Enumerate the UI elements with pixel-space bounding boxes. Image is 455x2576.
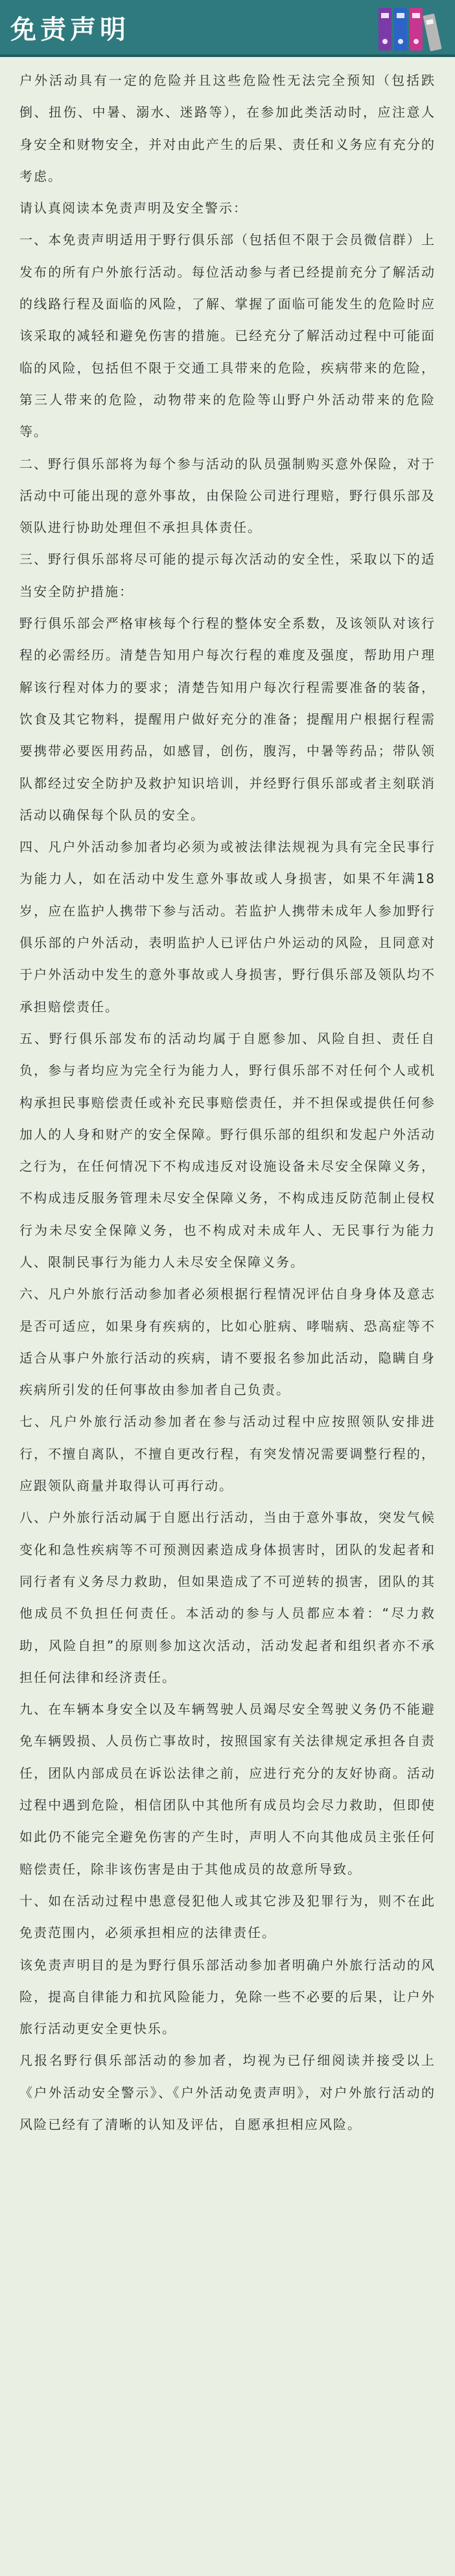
- clause-5: 五、野行俱乐部发布的活动均属于自愿参加、风险自担、责任自负，参与者均应为完全行为能力人，野行俱乐部不对任何个人或机构承担民事赔偿责任或补充民事赔偿责任，并不担保或提供任何参加人的人身和财产的安全保障。野行俱乐部的组织和发起户外活动之行为，在任何情况下不构成违反对设施设备未尽安全保障义务，不构成违反服务管理未尽安全保障义务，不构成违反防范制止侵权行为未尽安全保障义务，也不构成对未成年人、无民事行为能力人、限制民事行为能力人未尽安全保障义务。: [19, 1030, 436, 1270]
- clause-3: 三、野行俱乐部将尽可能的提示每次活动的安全性，采取以下的适当安全防护措施：: [19, 551, 436, 599]
- intro-paragraph: 户外活动具有一定的危险并且这些危险性无法完全预知（包括跌倒、扭伤、中暑、溺水、迷路等），在参加此类活动时，应注意人身安全和财物安全，并对由此产生的后果、责任和义务应有充分的考虑。: [19, 73, 436, 184]
- read-notice: 请认真阅读本免责声明及安全警示：: [19, 200, 248, 216]
- clause-4: 四、凡户外活动参加者均必须为或被法律法规视为具有完全民事行为能力人，如在活动中发生意外事故或人身损害，如果不年满18岁，应在监护人携带下参与活动。若监护人携带未成年人参加野行俱乐部的户外活动，表明监护人已评估户外运动的风险，且同意对于户外活动中发生的意外事故或人身损害，野行俱乐部及领队均不承担赔偿责任。: [19, 839, 436, 1015]
- page-title: 免责声明: [10, 14, 130, 45]
- clause-2: 二、野行俱乐部将为每个参与活动的队员强制购买意外保险，对于活动中可能出现的意外事故，由保险公司进行理赔，野行俱乐部及领队进行协助处理但不承担具体责任。: [19, 455, 436, 536]
- clause-8: 八、户外旅行活动属于自愿出行活动，当由于意外事故，突发气候变化和急性疾病等不可预测因素造成身体损害时，团队的发起者和同行者有义务尽力救助，但如果造成了不可逆转的损害，团队的其他成员不负担任何责任。本活动的参与人员都应本着：“尽力救助，风险自担”的原则参加这次活动，活动发起者和组织者亦不承担任何法律和经济责任。: [19, 1510, 436, 1685]
- binders-icon: [375, 3, 446, 53]
- clause-9: 九、在车辆本身安全以及车辆驾驶人员竭尽安全驾驶义务仍不能避免车辆毁损、人员伤亡事故时，按照国家有关法律规定承担各自责任，团队内部成员在诉讼法律之前，应进行充分的友好协商。活动过程中遇到危险，相信团队中其他所有成员均会尽力救助，但即使如此仍不能完全避免伤害的产生时，声明人不向其他成员主张任何赔偿责任，除非该伤害是由于其他成员的故意所导致。: [19, 1701, 436, 1877]
- clause-10: 十、如在活动过程中患意侵犯他人或其它涉及犯罪行为，则不在此免责范围内，必须承担相应的法律责任。: [19, 1892, 436, 1941]
- clause-3-detail: 野行俱乐部会严格审核每个行程的整体安全系数，及该领队对该行程的必需经历。清楚告知用户每次行程的难度及强度，帮助用户理解该行程对体力的要求；清楚告知用户每次行程需要准备的装备，饮食及其它物料，提醒用户做好充分的准备；提醒用户根据行程需要携带必要医用药品，如感冒，创伤，腹泻，中暑等药品；带队领队都经过安全防护及救护知识培训，并经野行俱乐部或者主刻联消活动以确保每个队员的安全。: [19, 615, 436, 823]
- purpose-paragraph: 该免责声明目的是为野行俱乐部活动参加者明确户外旅行活动的风险，提高自律能力和抗风险能力，免除一些不必要的后果，让户外旅行活动更安全更快乐。: [19, 1957, 436, 2037]
- clause-7: 七、凡户外旅行活动参加者在参与活动过程中应按照领队安排进行，不擅自离队，不擅自更改行程，有突发情况需要调整行程的，应跟领队商量并取得认可再行动。: [19, 1414, 436, 1494]
- clause-1: 一、本免责声明适用于野行俱乐部（包括但不限于会员微信群）上发布的所有户外旅行活动。每位活动参与者已经提前充分了解活动的线路行程及面临的风险，了解、掌握了面临可能发生的危险时应该采取的减轻和避免伤害的措施。已经充分了解活动过程中可能面临的风险，包括但不限于交通工具带来的危险，疾病带来的危险，第三人带来的危险，动物带来的危险等山野户外活动带来的危险等。: [19, 232, 436, 440]
- clause-6: 六、凡户外旅行活动参加者必须根据行程情况评估自身身体及意志是否可适应，如果身有疾病的，比如心脏病、哮喘病、恐高症等不适合从事户外旅行活动的疾病，请不要报名参加此活动，隐瞒自身疾病所引发的任何事故由参加者自己负责。: [19, 1286, 436, 1398]
- binder-spine-gray: [423, 14, 441, 52]
- header-bar: [0, 0, 455, 57]
- disclaimer-body: [0, 57, 455, 2141]
- acceptance-paragraph: 凡报名野行俱乐部活动的参加者，均视为已仔细阅读并接受以上《户外活动安全警示》、《户外活动免责声明》，对户外旅行活动的风险已经有了清晰的认知及评估，自愿承担相应风险。: [19, 2053, 436, 2132]
